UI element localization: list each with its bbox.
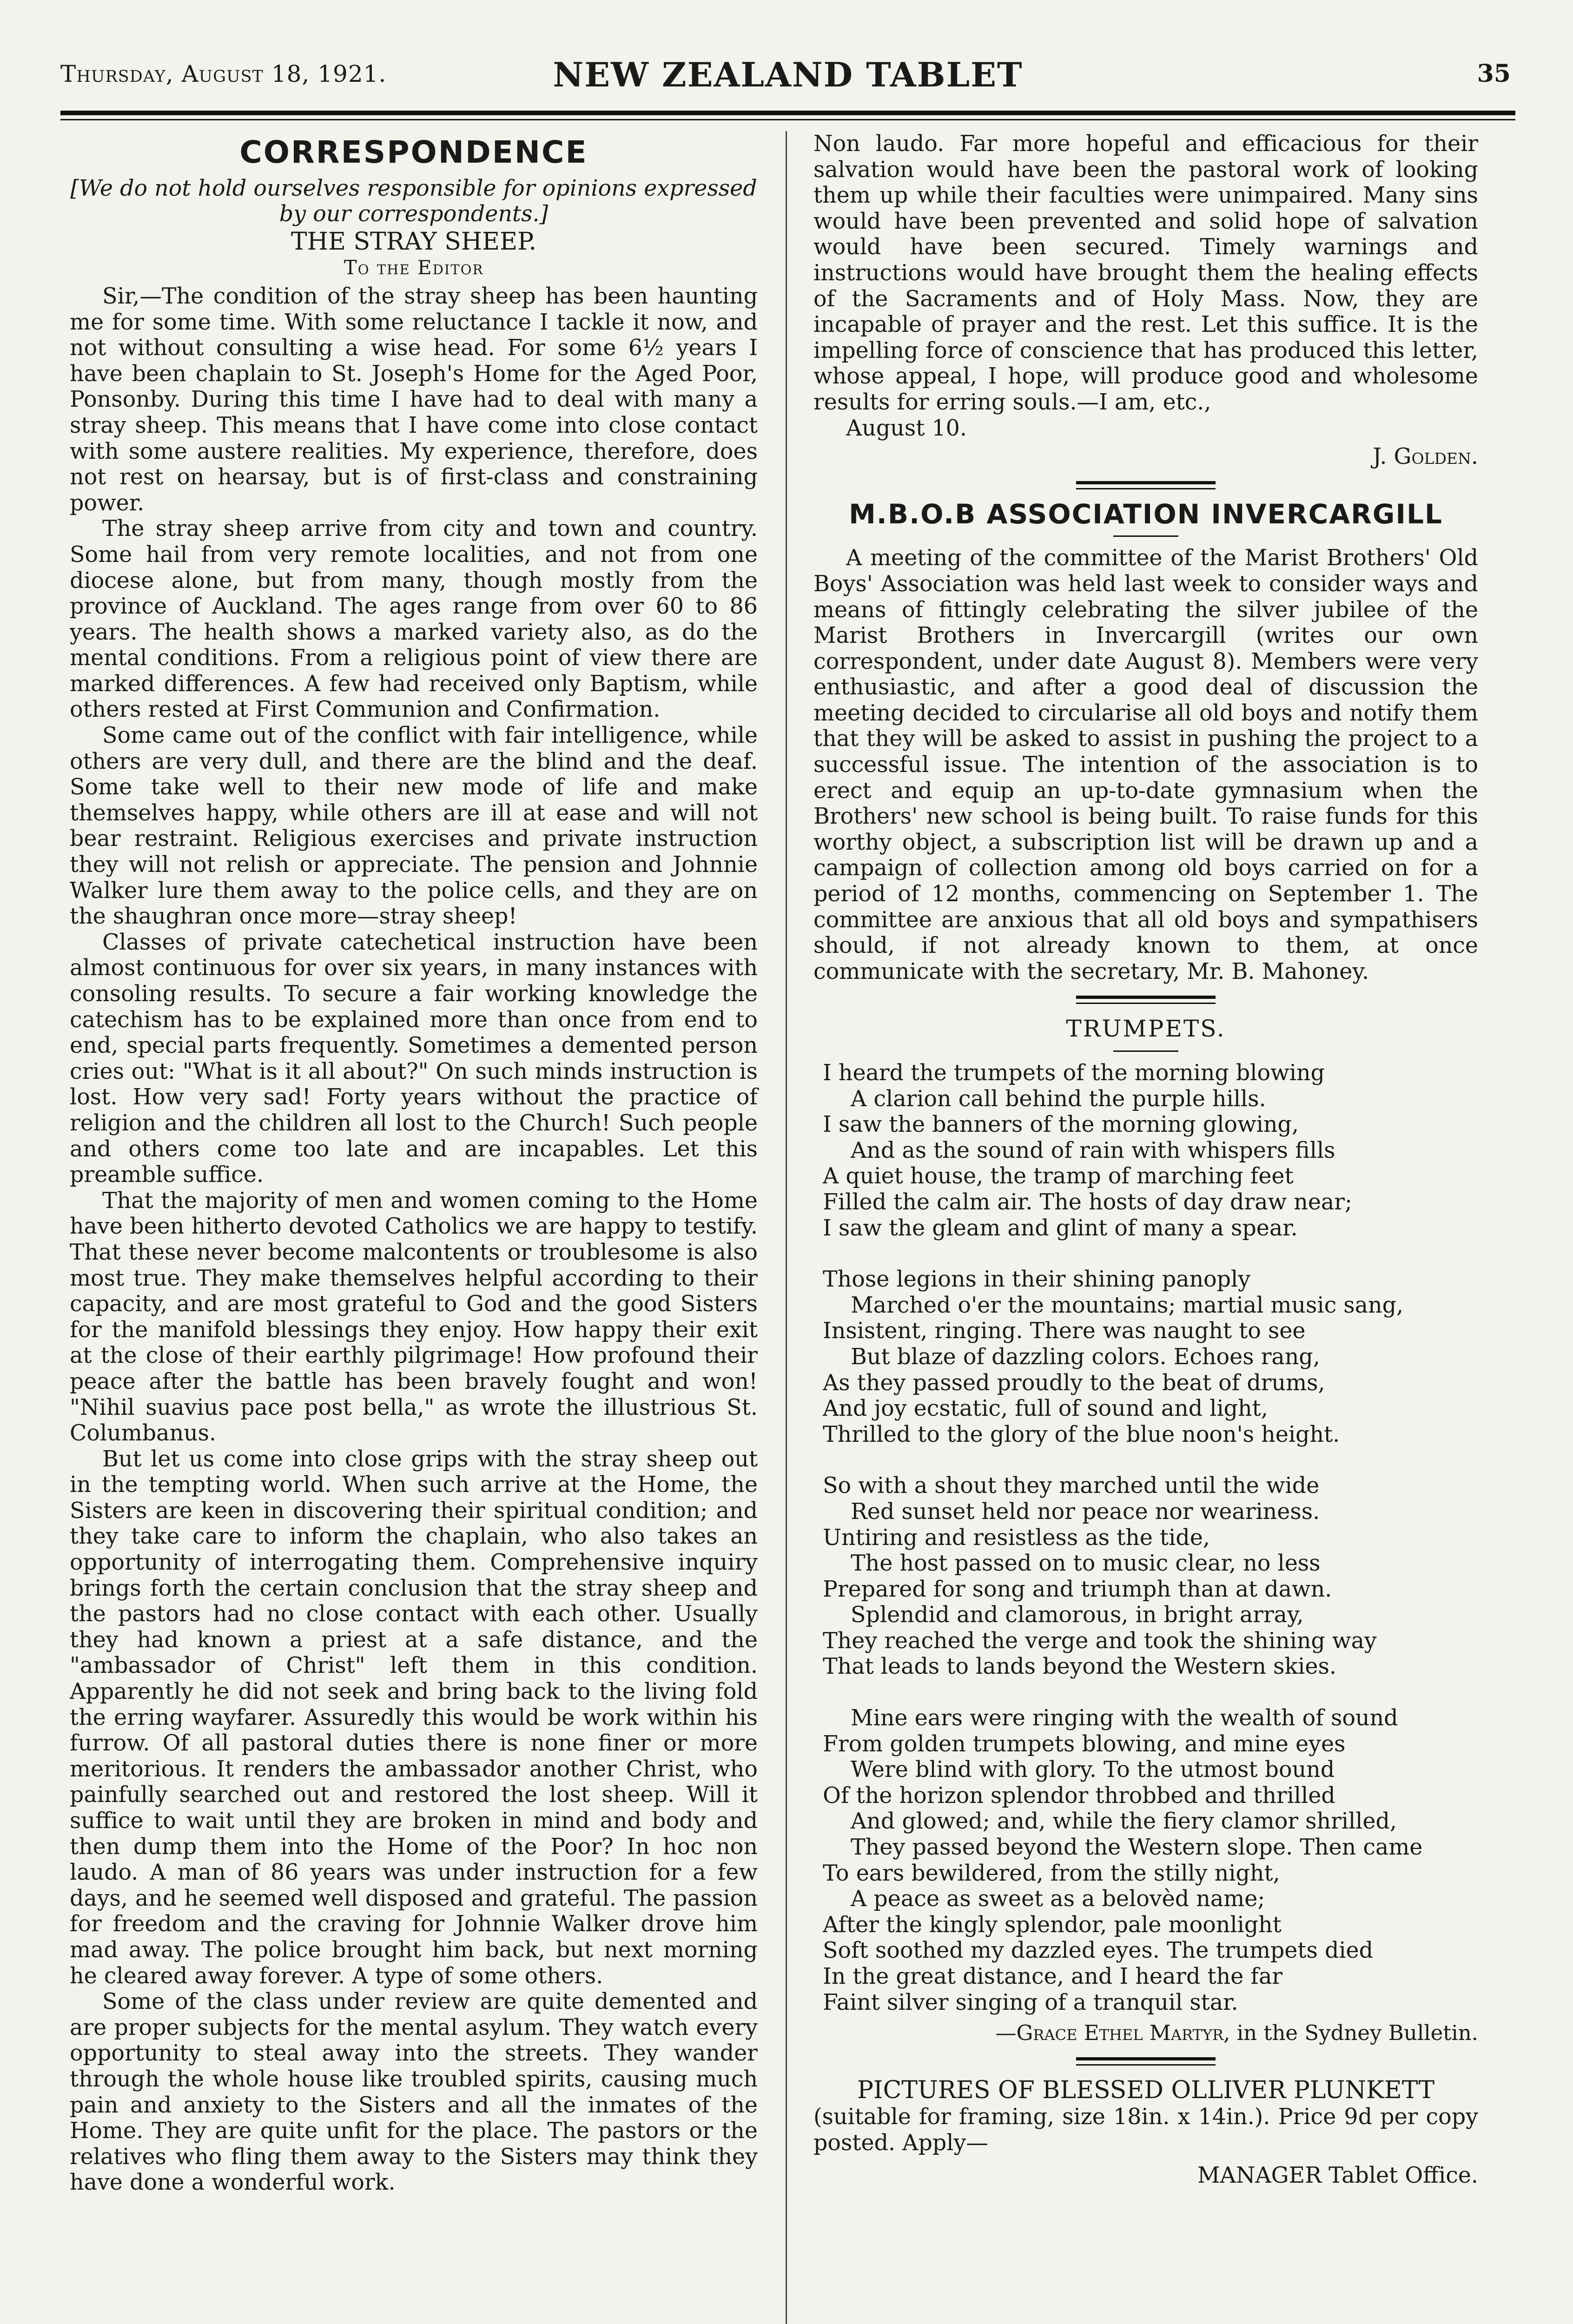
poem-stanza <box>823 1267 1478 1447</box>
letter-paragraph: Non laudo. Far more hopeful and efficacious for their salvation would have been the pastoral work of looking them up while their faculties were unimpaired. Many sins would have been prevented and solid hope of salvation would have been secured. Timely warnings and instructions would have brought them the healing effects of the Sacraments and of Holy Mass. Now, they are incapable of prayer and the rest. Let this suffice. It is the impelling force of conscience that has produced this letter, whose appeal, I hope, will produce good and wholesome results for erring souls.—I am, etc., <box>813 131 1478 415</box>
poem-source: in the Sydney Bulletin. <box>1236 2020 1478 2046</box>
poem-line: A quiet house, the tramp of marching feet <box>823 1163 1294 1189</box>
section-divider <box>1076 481 1216 489</box>
poem-line: Soft soothed my dazzled eyes. The trumpets died <box>823 1938 1374 1964</box>
poem-line: Untiring and resistless as the tide, <box>823 1525 1210 1551</box>
poem-line: Insistent, ringing. There was naught to see <box>823 1318 1306 1344</box>
correspondence-heading: CORRESPONDENCE <box>239 134 588 170</box>
poem-line: A peace as sweet as a belovèd name; <box>851 1886 1265 1912</box>
pictures-heading: PICTURES OF BLESSED OLLIVER PLUNKETT <box>857 2076 1435 2104</box>
letter-paragraph: Some of the class under review are quite demented and are proper subjects for the mental asylum. They watch every opportunity to steal away into the streets. They wander through the whole house like troubled spirits, causing much pain and anxiety to the Sisters and all the inmates of the Home. They are quite unfit for the place. The pastors or the relatives who fling them away to the Sisters may think they have done a wonderful work. <box>70 1989 758 2196</box>
poem-line: So with a shout they marched until the wide <box>823 1473 1320 1499</box>
mbob-paragraph: A meeting of the committee of the Marist Brothers' Old Boys' Association was held last week to consider ways and means of fittingly celebrating the silver jubilee of the Marist Brothers in Invercargill (writes our own correspondent, under date August 8). Members were very enthusiastic, and after a good deal of discussion the meeting decided to circularise all old boys and notify them that they will be asked to assist in pushing the project to a successful issue. The intention of the association is to erect and equip an up-to-date gymnasium when the Brothers' new school is being built. To raise funds for this worthy object, a subscription list will be drawn up and a campaign of collection among old boys carried on for a period of 12 months, commencing on September 1. The committee are anxious that all old boys and sympathisers should, if not already known to them, at once communicate with the secretary, Mr. B. Mahoney. <box>813 545 1478 984</box>
poem-stanza <box>823 1060 1478 1241</box>
letter-paragraph: Classes of private catechetical instruction have been almost continuous for over six years, in many instances with consoling results. To secure a fair working knowledge the catechism has to be explained more than once from end to end, special parts frequently. Sometimes a demented person cries out: "What is it all about?" On such minds instruction is lost. How very sad! Forty years without the practice of religion and the children all lost to the Church! Such people and others come too late and are incapables. Let this preamble suffice. <box>70 929 758 1188</box>
column-divider <box>786 131 787 2324</box>
letter-date: August 10. <box>846 415 967 441</box>
letter-paragraph: But let us come into close grips with the stray sheep out in the tempting world. When such arrive at the Home, the Sisters are keen in discovering their spiritual condition; and they take care to inform the chaplain, who also takes an opportunity of interrogating them. Comprehensive inquiry brings forth the certain conclusion that the stray sheep and the pastors had no close contact with each other. Usually they had known a priest at a safe distance, and the "ambassador of Christ" left them in this condition. Apparently he did not seek and bring back to the living fold the erring wayfarer. Assuredly this would be work within his furrow. Of all pastoral duties there is none finer or more meritorious. It renders the ambassador another Christ, who painfully searched out and restored the lost sheep. Will it suffice to wait until they are broken in mind and body and then dump them into the Home of the Poor? In hoc non laudo. A man of 86 years was under instruction for a few days, and he seemed well disposed and grateful. The passion for freedom and the craving for Johnnie Walker drove him mad away. The police brought him back, but next morning he cleared away forever. A type of some others. <box>70 1446 758 1989</box>
poem-line: As they passed proudly to the beat of drums, <box>823 1370 1325 1396</box>
poem-line: After the kingly splendor, pale moonlight <box>823 1912 1282 1938</box>
letter-addressee: To the Editor <box>344 256 484 279</box>
letter-paragraph: The stray sheep arrive from city and town and country. Some hail from very remote localities, and not from one diocese alone, but from many, though mostly from the province of Auckland. The ages range from over 60 to 86 years. The health shows a marked variety also, as do the mental conditions. From a religious point of view there are marked differences. A few had received only Baptism, while others rested at First Communion and Confirmation. <box>70 516 758 723</box>
section-divider <box>1076 2057 1216 2066</box>
heading-underline <box>1113 535 1178 537</box>
poem-line: I saw the banners of the morning glowing, <box>823 1112 1299 1138</box>
poem-stanza <box>823 1705 1478 2015</box>
poem-line: That leads to lands beyond the Western skies. <box>823 1654 1336 1680</box>
poem-line: A clarion call behind the purple hills. <box>851 1086 1266 1112</box>
poem-line: Mine ears were ringing with the wealth of sound <box>851 1705 1398 1731</box>
poem-title: TRUMPETS. <box>1066 1015 1226 1043</box>
poem-line: I heard the trumpets of the morning blowing <box>823 1060 1325 1086</box>
poem-line: In the great distance, and I heard the far <box>823 1964 1282 1989</box>
poem-line: From golden trumpets blowing, and mine eyes <box>823 1731 1346 1757</box>
poem-line: Red sunset held nor peace nor weariness. <box>851 1499 1320 1525</box>
pictures-manager: MANAGER Tablet Office. <box>1197 2162 1478 2188</box>
poem-line: Of the horizon splendor throbbed and thrilled <box>823 1783 1335 1809</box>
newspaper-title: NEW ZEALAND TABLET <box>553 55 1023 94</box>
pictures-details: (suitable for framing, size 18in. x 14in.). Price 9d per copy posted. Apply— <box>813 2104 1478 2156</box>
poem-line: They passed beyond the Western slope. Then came <box>851 1835 1423 1861</box>
header-rule-thin <box>60 119 1515 120</box>
poem-line: The host passed on to music clear, no less <box>851 1551 1321 1577</box>
header-rule <box>60 111 1515 115</box>
poem-author: —Grace Ethel Martyr, <box>995 2020 1230 2046</box>
poem-line: Thrilled to the glory of the blue noon's height. <box>823 1421 1340 1447</box>
poem-stanza <box>823 1473 1478 1680</box>
page-header <box>60 55 1515 115</box>
right-column <box>813 131 1478 2188</box>
left-column <box>70 131 758 2196</box>
letter-paragraph: That the majority of men and women coming to the Home have been hitherto devoted Catholics we are happy to testify. That these never become malcontents or troublesome is also most true. They make themselves helpful according to their capacity, and are most grateful to God and the good Sisters for the manifold blessings they enjoy. How happy their exit at the close of their earthly pilgrimage! How profound their peace after the battle has been bravely fought and won! "Nihil suavius pace post bella," as wrote the illustrious St. Columbanus. <box>70 1188 758 1446</box>
poem-line: And joy ecstatic, full of sound and light, <box>823 1396 1268 1422</box>
page-number: 35 <box>1477 59 1511 88</box>
mbob-heading: M.B.O.B ASSOCIATION INVERCARGILL <box>849 498 1443 530</box>
poem-line: To ears bewildered, from the stilly night, <box>823 1860 1280 1886</box>
section-divider <box>1076 996 1216 1004</box>
poem-line: And as the sound of rain with whispers fills <box>851 1137 1335 1163</box>
poem-line: They reached the verge and took the shining way <box>823 1628 1377 1654</box>
poem-line: Splendid and clamorous, in bright array, <box>851 1602 1304 1628</box>
issue-date: Thursday, August 18, 1921. <box>60 60 387 87</box>
poem-line: I saw the gleam and glint of many a spear. <box>823 1215 1298 1241</box>
poem-body <box>813 1060 1478 2046</box>
letter-paragraph: Some came out of the conflict with fair intelligence, while others are very dull, and there are the blind and the deaf. Some take well to their new mode of life and make themselves happy, while others are ill at ease and will not bear restraint. Religious exercises and private instruction they will not relish or appreciate. The pension and Johnnie Walker lure them away to the police cells, and they are on the shaughran once more—stray sheep! <box>70 723 758 930</box>
poem-line: Filled the calm air. The hosts of day draw near; <box>823 1189 1352 1215</box>
letter-title: THE STRAY SHEEP. <box>291 227 537 256</box>
letter-paragraph: Sir,—The condition of the stray sheep has been haunting me for some time. With some reluctance I tackle it now, and not without consulting a wise head. For some 6½ years I have been chaplain to St. Joseph's Home for the Aged Poor, Ponsonby. During this time I have had to deal with many a stray sheep. This means that I have come into close contact with some austere realities. My experience, therefore, does not rest on hearsay, but is of first-class and constraining power. <box>70 283 758 516</box>
poem-line: Marched o'er the mountains; martial music sang, <box>851 1292 1404 1318</box>
poem-attribution <box>823 2020 1478 2046</box>
poem-line: Faint silver singing of a tranquil star. <box>823 1989 1238 2015</box>
heading-underline <box>1113 1050 1178 1052</box>
poem-line: Those legions in their shining panoply <box>823 1267 1251 1293</box>
poem-line: Were blind with glory. To the utmost bound <box>851 1757 1335 1783</box>
disclaimer: [We do not hold ourselves responsible for opinions expressed by our correspondents.] <box>70 175 757 227</box>
poem-line: And glowed; and, while the fiery clamor shrilled, <box>851 1809 1397 1835</box>
poem-line: But blaze of dazzling colors. Echoes rang, <box>851 1344 1320 1370</box>
poem-line: Prepared for song and triumph than at dawn. <box>823 1576 1332 1602</box>
letter-signature: J. Golden. <box>1373 444 1478 470</box>
